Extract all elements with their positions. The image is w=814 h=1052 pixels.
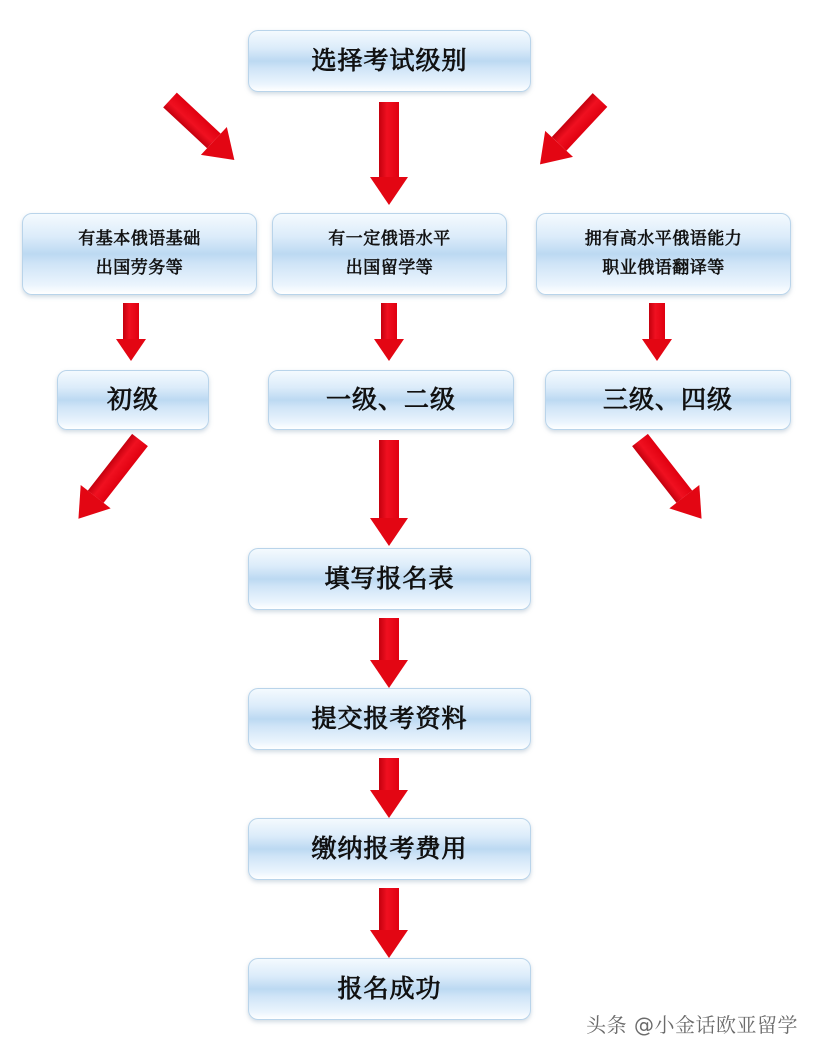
node-n-submit-docs [248, 688, 531, 750]
node-label-line: 职业俄语翻译等 [602, 258, 725, 278]
arrow-head [370, 518, 408, 546]
arrow-a-start-to-mid [370, 102, 408, 205]
node-n-level-3-4 [545, 370, 791, 430]
arrow-shaft [88, 434, 148, 503]
arrow-a-high-to-level34 [642, 303, 672, 361]
arrow-shaft [381, 303, 397, 339]
node-n-start [248, 30, 531, 92]
node-label-line: 出国劳务等 [95, 258, 184, 278]
node-label-line: 出国留学等 [345, 258, 434, 278]
arrow-a-submit-to-pay [370, 758, 408, 818]
node-n-level-1-2 [268, 370, 514, 430]
node-n-success [248, 958, 531, 1020]
node-n-high-desc [536, 213, 791, 295]
arrow-a-level34-to-form [625, 428, 717, 530]
node-n-pay-fee [248, 818, 531, 880]
node-label-line: 填写报名表 [324, 564, 455, 594]
arrow-shaft [379, 888, 399, 930]
node-label-line: 缴纳报考费用 [311, 834, 468, 864]
arrow-shaft [379, 618, 399, 660]
arrow-a-basic-to-primary [116, 303, 146, 361]
arrow-shaft [552, 93, 608, 151]
node-label-line: 报名成功 [337, 974, 442, 1004]
arrow-head [370, 177, 408, 205]
arrow-shaft [123, 303, 139, 339]
node-n-mid-desc [272, 213, 507, 295]
arrow-a-primary-to-form [63, 428, 155, 530]
node-label-line: 提交报考资料 [311, 704, 468, 734]
node-label-line: 有基本俄语基础 [78, 229, 201, 250]
node-label-line: 选择考试级别 [311, 46, 468, 76]
arrow-a-form-to-submit [370, 618, 408, 688]
arrow-a-pay-to-success [370, 888, 408, 958]
arrow-a-level12-to-form [370, 440, 408, 546]
arrow-head [370, 660, 408, 688]
node-n-level-primary [57, 370, 209, 430]
arrow-shaft [632, 434, 692, 503]
node-label-line: 三级、四级 [602, 385, 733, 415]
arrow-a-start-to-right [526, 87, 614, 177]
node-label-line: 一级、二级 [325, 385, 456, 415]
watermark-text: 头条 @小金话欧亚留学 [586, 1013, 798, 1037]
arrow-head [370, 930, 408, 958]
arrow-head [116, 339, 146, 361]
arrow-shaft [379, 440, 399, 518]
arrow-a-mid-to-level12 [374, 303, 404, 361]
node-n-fill-form [248, 548, 531, 610]
arrow-shaft [379, 758, 399, 790]
arrow-head [642, 339, 672, 361]
arrow-head [374, 339, 404, 361]
node-label-line: 拥有高水平俄语能力 [584, 229, 743, 250]
node-label-line: 有一定俄语水平 [328, 229, 451, 250]
node-n-basic-desc [22, 213, 257, 295]
node-label-line: 初级 [106, 385, 159, 415]
arrow-head [370, 790, 408, 818]
arrow-shaft [163, 93, 221, 149]
arrow-shaft [649, 303, 665, 339]
arrow-shaft [379, 102, 399, 177]
arrow-a-start-to-left [157, 86, 247, 174]
